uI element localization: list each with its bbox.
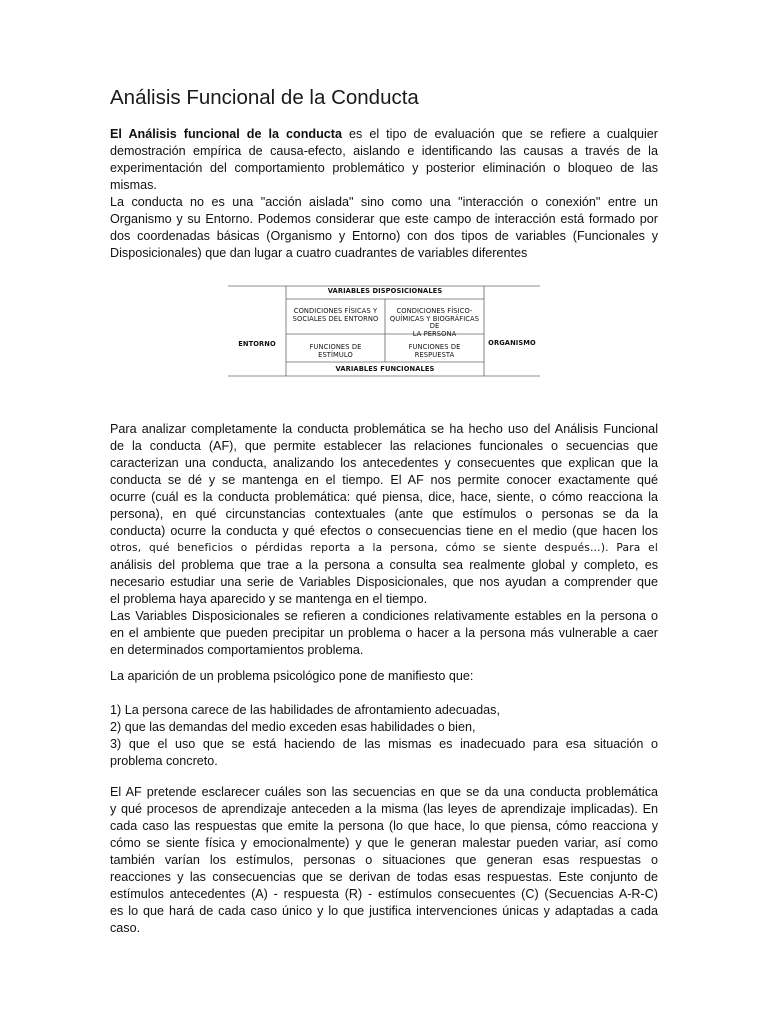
body-paragraph-2 (110, 668, 658, 685)
text-line: Disposicionales) que dan lugar a cuatro cuadrantes de variables diferentes (110, 246, 528, 260)
text-line: es lo que hará de cada caso único y lo que justifica intervenciones únicas y adaptadas a cada (110, 904, 658, 918)
cell-line: CONDICIONES FÍSICAS Y (293, 307, 378, 315)
text-line: otros, qué beneficios o pérdidas reporta a la persona, cómo se siente después…). Para el (110, 542, 658, 554)
cell-line: LA PERSONA (412, 329, 457, 338)
bottom-header: VARIABLES FUNCIONALES (335, 365, 435, 373)
text-line: ocurre (cuál es la conducta problemática: qué piensa, dice, hace, siente, o cómo reacciona la (110, 490, 658, 504)
text-span: es el tipo de evaluación que se refiere a cualquier (349, 127, 658, 141)
cell-top-right (385, 308, 484, 338)
text-line: y qué procesos de aprendizaje anteceden a la misma (las leyes de aprendizaje implicadas). En (110, 802, 658, 816)
cell-line: FUNCIONES DE (408, 343, 461, 351)
list-item: 1) La persona carece de las habilidades de afrontamiento adecuadas, (110, 703, 500, 717)
cell-bottom-left (286, 344, 385, 359)
text-line: conducta) ocurre la conducta y qué efectos o consecuencias tiene en el medio (que hacen los (110, 524, 658, 538)
cell-line: QUÍMICAS Y BIOGRÁFICAS DE (389, 314, 480, 331)
text-line: experimentación del comportamiento problemático y posterior eliminación o bloqueo de las (110, 161, 658, 175)
text-line: conducta se dé y se mantenga en el tiempo. El AF nos permite conocer exactamente qué (110, 473, 658, 487)
variables-diagram (228, 284, 540, 378)
diagram-grid (228, 284, 540, 378)
text-line: Las Variables Disposicionales se refieren a condiciones relativamente estables en la persona o (110, 609, 658, 623)
text-line: demostración empírica de causa-efecto, aislando e identificando las causas a través de la (110, 144, 658, 158)
text-line: en el ambiente que pueden precipitar un problema o hacer a la persona más vulnerable a caer (110, 626, 658, 640)
cell-line: FUNCIONES DE (309, 343, 362, 351)
cell-line: CONDICIONES FÍSICO- (396, 307, 473, 315)
text-line: necesario estudiar una serie de Variables Disposicionales, que nos ayudan a comprender que (110, 575, 658, 589)
left-label: ENTORNO (238, 340, 276, 348)
text-line: Organismo y su Entorno. Podemos considerar que este campo de interacción está formado por (110, 212, 658, 226)
text-line: en determinados comportamientos problema. (110, 643, 364, 657)
bold-lead: El Análisis funcional de la conducta (110, 127, 342, 141)
body-paragraph-1 (110, 421, 658, 659)
intro-paragraph (110, 126, 658, 262)
right-label: ORGANISMO (488, 339, 536, 347)
text-line: caracterizan una conducta, analizando los antecedentes y consecuentes que explican que la (110, 456, 658, 470)
text-line: estímulos antecedentes (A) - respuesta (R) - estímulos consecuentes (C) (Secuencias A-R-C) (110, 887, 658, 901)
top-header: VARIABLES DISPOSICIONALES (327, 287, 443, 295)
cell-top-left (286, 308, 385, 323)
text-line: La aparición de un problema psicológico pone de manifiesto que: (110, 669, 474, 683)
text-line: mismas. (110, 178, 157, 192)
text-line (110, 126, 658, 143)
cell-line: RESPUESTA (414, 350, 455, 359)
cell-line: ESTÍMULO (318, 350, 353, 359)
text-line: persona), en qué circunstancias contextuales (ante que estímulos o personas se da la (110, 507, 658, 521)
page-title: Análisis Funcional de la Conducta (110, 86, 419, 109)
list-item: 2) que las demandas del medio exceden esas habilidades o bien, (110, 720, 476, 734)
text-line: de la conducta (AF), que permite establecer las relaciones funcionales o secuencias que (110, 439, 658, 453)
text-line: cómo se siente física y emocionalmente) y que le generan malestar pueden variar, así como (110, 836, 658, 850)
text-line: dos coordenadas básicas (Organismo y Entorno) con dos tipos de variables (Funcionales y (110, 229, 658, 243)
text-line: El AF pretende esclarecer cuáles son las secuencias en que se da una conducta problemática (110, 785, 658, 799)
list-item: 3) que el uso que se está haciendo de las mismas es inadecuado para esa situación o (110, 737, 658, 751)
body-paragraph-3 (110, 784, 658, 937)
problem-list (110, 702, 658, 770)
text-line: cada caso las respuestas que emite la persona (lo que hace, lo que piensa, cómo reacciona y (110, 819, 658, 833)
text-line: La conducta no es una "acción aislada" sino como una "interacción o conexión" entre un (110, 195, 658, 209)
text-line: caso. (110, 921, 141, 935)
cell-line: SOCIALES DEL ENTORNO (292, 314, 379, 323)
text-line: Para analizar completamente la conducta problemática se ha hecho uso del Análisis Funcional (110, 422, 658, 436)
text-line: reacciones y las consecuencias que se derivan de todas esas respuestas. Este conjunto de (110, 870, 658, 884)
text-line: análisis del problema que trae a la persona a consulta sea realmente global y completo, es (110, 558, 658, 572)
text-line: también varían los estímulos, personas o situaciones que generan esas respuestas o (110, 853, 658, 867)
text-line: el problema haya aparecido y se mantenga en el tiempo. (110, 592, 428, 606)
list-item: problema concreto. (110, 754, 218, 768)
cell-bottom-right (385, 344, 484, 359)
